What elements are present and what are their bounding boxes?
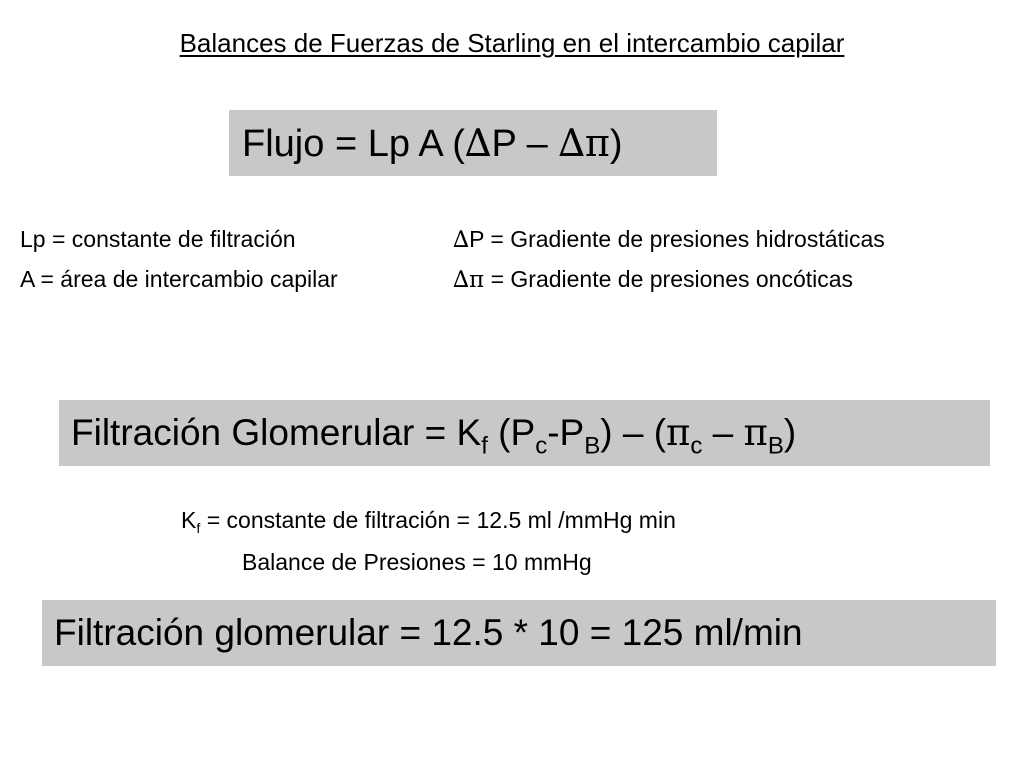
definition-delta-p	[453, 226, 885, 253]
close-paren: )	[609, 123, 623, 165]
p-text: P –	[491, 123, 559, 165]
balance-text: Balance de Presiones	[242, 549, 466, 575]
pic-subscript: c	[690, 432, 703, 460]
definition-delta-pi-text: = Gradiente de presiones oncóticas	[484, 266, 854, 292]
pi-symbol: π	[584, 121, 610, 165]
lp-a-text: Lp A (	[367, 123, 465, 165]
delta-pi-symbol: ∆π	[453, 267, 485, 293]
balance-value: 10 mmHg	[491, 549, 592, 575]
kf-text: = constante de filtración = 12.5 ml /mmHg min	[200, 507, 676, 533]
pressure-balance	[242, 549, 592, 576]
definition-a: A = área de intercambio capilar	[20, 266, 338, 292]
kf-definition	[181, 507, 676, 537]
definition-delta-p-text: P = Gradiente de presiones hidrostáticas	[469, 226, 885, 252]
pib-subscript: B	[767, 432, 784, 460]
p-open: (P	[487, 412, 536, 453]
pb-subscript: B	[584, 432, 601, 460]
flow-equation-box	[229, 110, 717, 176]
gfr-mid: ) – (	[600, 412, 667, 453]
pc-subscript: c	[535, 432, 548, 460]
slide-title: Balances de Fuerzas de Starling en el intercambio capilar	[179, 28, 845, 58]
gfr-close: )	[783, 412, 797, 453]
definition-delta-pi	[453, 266, 853, 293]
gfr-dash: –	[702, 412, 744, 453]
kf-k: K	[181, 507, 197, 533]
gfr-equation-box	[59, 400, 990, 466]
definition-lp: Lp = constante de filtración	[20, 226, 296, 252]
pi-symbol: π	[666, 411, 691, 454]
pi-symbol-2: π	[743, 411, 768, 454]
equals-sign: =	[334, 123, 358, 165]
delta-symbol: ∆	[453, 227, 470, 253]
p-mid: -P	[547, 412, 585, 453]
delta-symbol: ∆	[464, 121, 492, 165]
gfr-label: Filtración Glomerular = K	[71, 412, 482, 453]
kf-subscript: f	[481, 432, 488, 460]
kf-sub: f	[196, 520, 201, 537]
flujo-text: Flujo	[242, 123, 325, 165]
result-box: Filtración glomerular = 12.5 * 10 = 125 ml/min	[42, 600, 996, 666]
balance-equals: =	[465, 549, 492, 575]
delta-symbol-2: ∆	[558, 121, 585, 165]
